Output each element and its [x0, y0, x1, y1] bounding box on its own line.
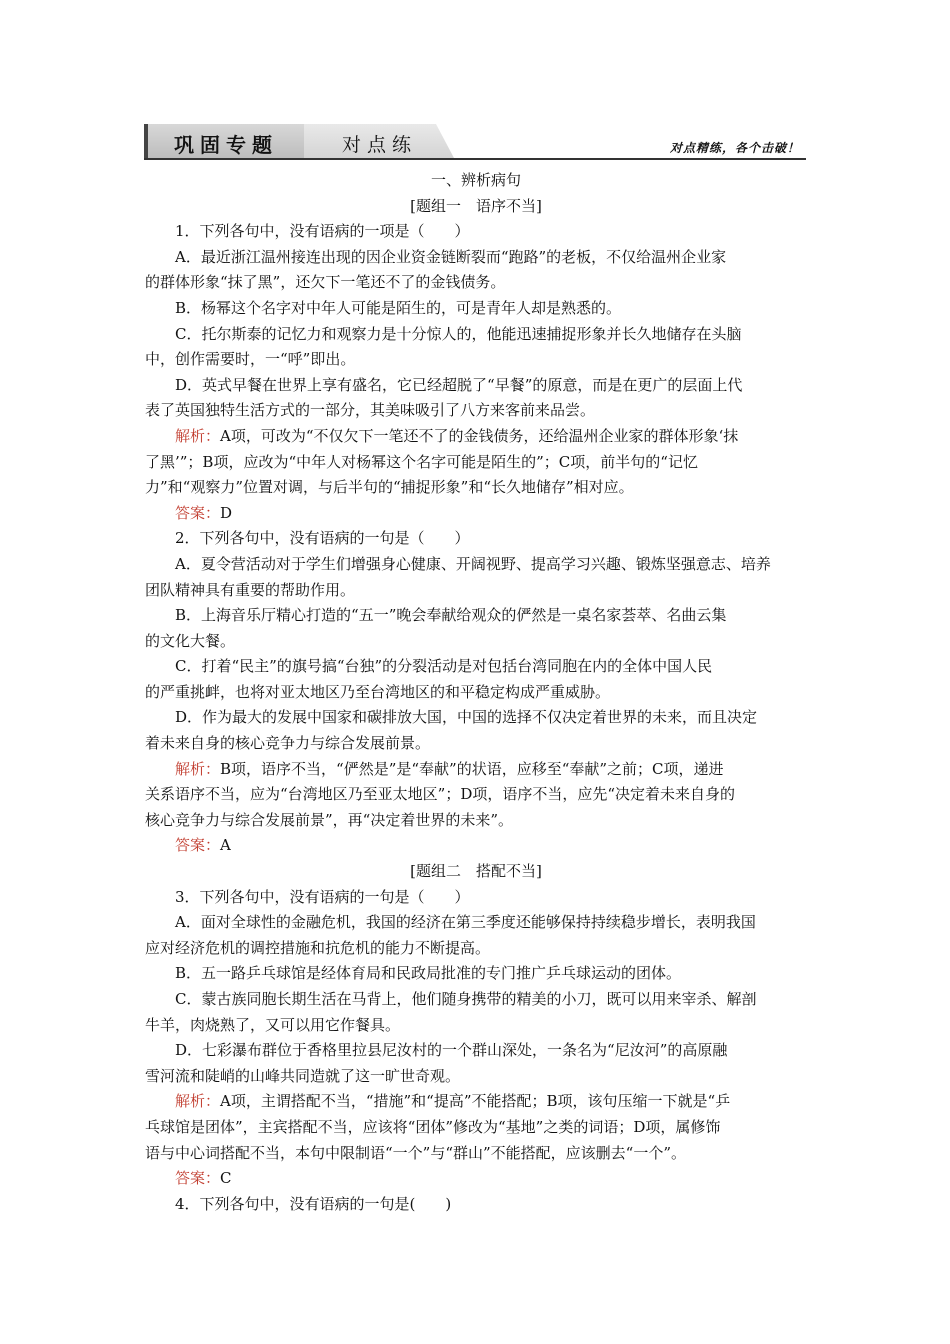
q1-analysis-text: A项，可改为“不仅欠下一笔还不了的金钱债务，还给温州企业家的群体形象‘抹: [220, 426, 739, 445]
q1-option-b: B．杨幂这个名字对中年人可能是陌生的，可是青年人却是熟悉的。: [175, 298, 622, 317]
q2-option-a-line2: 团队精神具有重要的帮助作用。: [145, 580, 356, 599]
q1-option-c-line2: 中，创作需要时，一“呼”即出。: [145, 350, 356, 369]
q2-option-d-line1: D．作为最大的发展中国家和碳排放大国，中国的选择不仅决定着世界的未来，而且决定: [175, 708, 758, 727]
banner-title: 巩固专题: [174, 133, 278, 157]
q1-option-d-line2: 表了英国独特生活方式的一部分，其美味吸引了八方来客前来品尝。: [145, 401, 596, 420]
q3-option-d-line1: D．七彩瀑布群位于香格里拉县尼汝村的一个群山深处，一条名为“尼汝河”的高原融: [175, 1041, 728, 1060]
q2-option-a-line1: A．夏令营活动对于学生们增强身心健康、开阔视野、提高学习兴趣、锻炼坚强意志、培养: [175, 554, 771, 573]
q2-analysis-text: B项，语序不当，“俨然是”是“奉献”的状语，应移至“奉献”之前；C项，递进: [220, 759, 724, 778]
q2-analysis-line2: 关系语序不当，应为“台湾地区乃至亚太地区”；D项，语序不当，应先“决定着未来自身的: [145, 785, 736, 804]
document-body: [145, 168, 807, 1217]
banner-slogan: 对点精练，各个击破！: [669, 141, 800, 155]
q2-answer-value: A: [220, 836, 231, 855]
group-heading-2: [题组二 搭配不当]: [410, 862, 542, 881]
analysis-label: 解析：: [175, 426, 221, 445]
question-1-stem: 1．下列各句中，没有语病的一项是（ ）: [175, 222, 470, 241]
q1-option-a-line1: A．最近浙江温州接连出现的因企业资金链断裂而“跑路”的老板，不仅给温州企业家: [175, 247, 727, 266]
q3-answer: [145, 1166, 807, 1192]
q2-option-b-line2: 的文化大餐。: [145, 631, 236, 650]
analysis-label: 解析：: [175, 759, 221, 778]
q1-analysis-line2: 了黑’”；B项，应改为“中年人对杨幂这个名字可能是陌生的”；C项，前半句的“记忆: [145, 452, 698, 471]
answer-label: 答案：: [175, 836, 221, 855]
group-heading-1: [题组一 语序不当]: [410, 196, 542, 215]
q1-option-a-line2: 的群体形象“抹了黑”，还欠下一笔还不了的金钱债务。: [145, 273, 506, 292]
question-4-stem: 4．下列各句中，没有语病的一句是( ): [175, 1194, 452, 1213]
q3-option-d-line2: 雪河流和陡峭的山峰共同造就了这一旷世奇观。: [145, 1066, 461, 1085]
q1-answer-value: D: [220, 503, 233, 522]
answer-label: 答案：: [175, 1169, 221, 1188]
q2-option-c-line1: C．打着“民主”的旗号搞“台独”的分裂活动是对包括台湾同胞在内的全体中国人民: [175, 657, 713, 676]
section-title: 一、辨析病句: [430, 171, 521, 189]
q1-analysis-line1: [145, 424, 807, 450]
q2-answer: [145, 833, 807, 859]
section-banner: [144, 124, 806, 160]
q3-option-c-line2: 牛羊，肉烧熟了，又可以用它作餐具。: [145, 1015, 401, 1034]
q1-analysis-line3: 力”和“观察力”位置对调，与后半句的“捕捉形象”和“长久地储存”相对应。: [145, 478, 634, 497]
q3-option-c-line1: C．蒙古族同胞长期生活在马背上，他们随身携带的精美的小刀，既可以用来宰杀、解剖: [175, 990, 757, 1008]
q1-answer: [145, 501, 807, 527]
banner-subtitle: 对点练: [342, 134, 418, 156]
q2-option-c-line2: 的严重挑衅，也将对亚太地区乃至台湾地区的和平稳定构成严重威胁。: [145, 682, 611, 701]
analysis-label: 解析：: [175, 1092, 221, 1111]
q2-analysis-line3: 核心竞争力与综合发展前景”，再“决定着世界的未来”。: [145, 810, 514, 829]
answer-label: 答案：: [175, 503, 221, 522]
q2-analysis-line1: [145, 757, 807, 783]
question-2-stem: 2．下列各句中，没有语病的一句是（ ）: [175, 529, 470, 548]
q3-option-a-line2: 应对经济危机的调控措施和抗危机的能力不断提高。: [145, 938, 491, 957]
q3-analysis-line2: 乓球馆是团体”，主宾搭配不当，应该将“团体”修改为“基地”之类的词语；D项，属修饰: [145, 1117, 721, 1136]
q3-analysis-line1: [145, 1089, 807, 1115]
q3-analysis-text: A项，主谓搭配不当，“措施”和“提高”不能搭配；B项，该句压缩一下就是“乒: [220, 1092, 731, 1111]
q2-option-d-line2: 着未来自身的核心竞争力与综合发展前景。: [145, 734, 431, 753]
question-3-stem: 3．下列各句中，没有语病的一句是（ ）: [175, 887, 470, 906]
q3-analysis-line3: 语与中心词搭配不当，本句中限制语“一个”与“群山”不能搭配，应该删去“一个”。: [145, 1143, 687, 1162]
q3-option-a-line1: A．面对全球性的金融危机，我国的经济在第三季度还能够保持持续稳步增长，表明我国: [175, 913, 756, 932]
q1-option-d-line1: D．英式早餐在世界上享有盛名，它已经超脱了“早餐”的原意，而是在更广的层面上代: [175, 375, 743, 394]
banner-rule: [144, 158, 806, 160]
q1-option-c-line1: C．托尔斯泰的记忆力和观察力是十分惊人的，他能迅速捕捉形象并长久地储存在头脑: [175, 324, 742, 343]
q3-option-b: B．五一路乒乓球馆是经体育局和民政局批准的专门推广乒乓球运动的团体。: [175, 964, 682, 983]
q2-option-b-line1: B．上海音乐厅精心打造的“五一”晚会奉献给观众的俨然是一桌名家荟萃、名曲云集: [175, 606, 727, 625]
q3-answer-value: C: [220, 1169, 232, 1188]
